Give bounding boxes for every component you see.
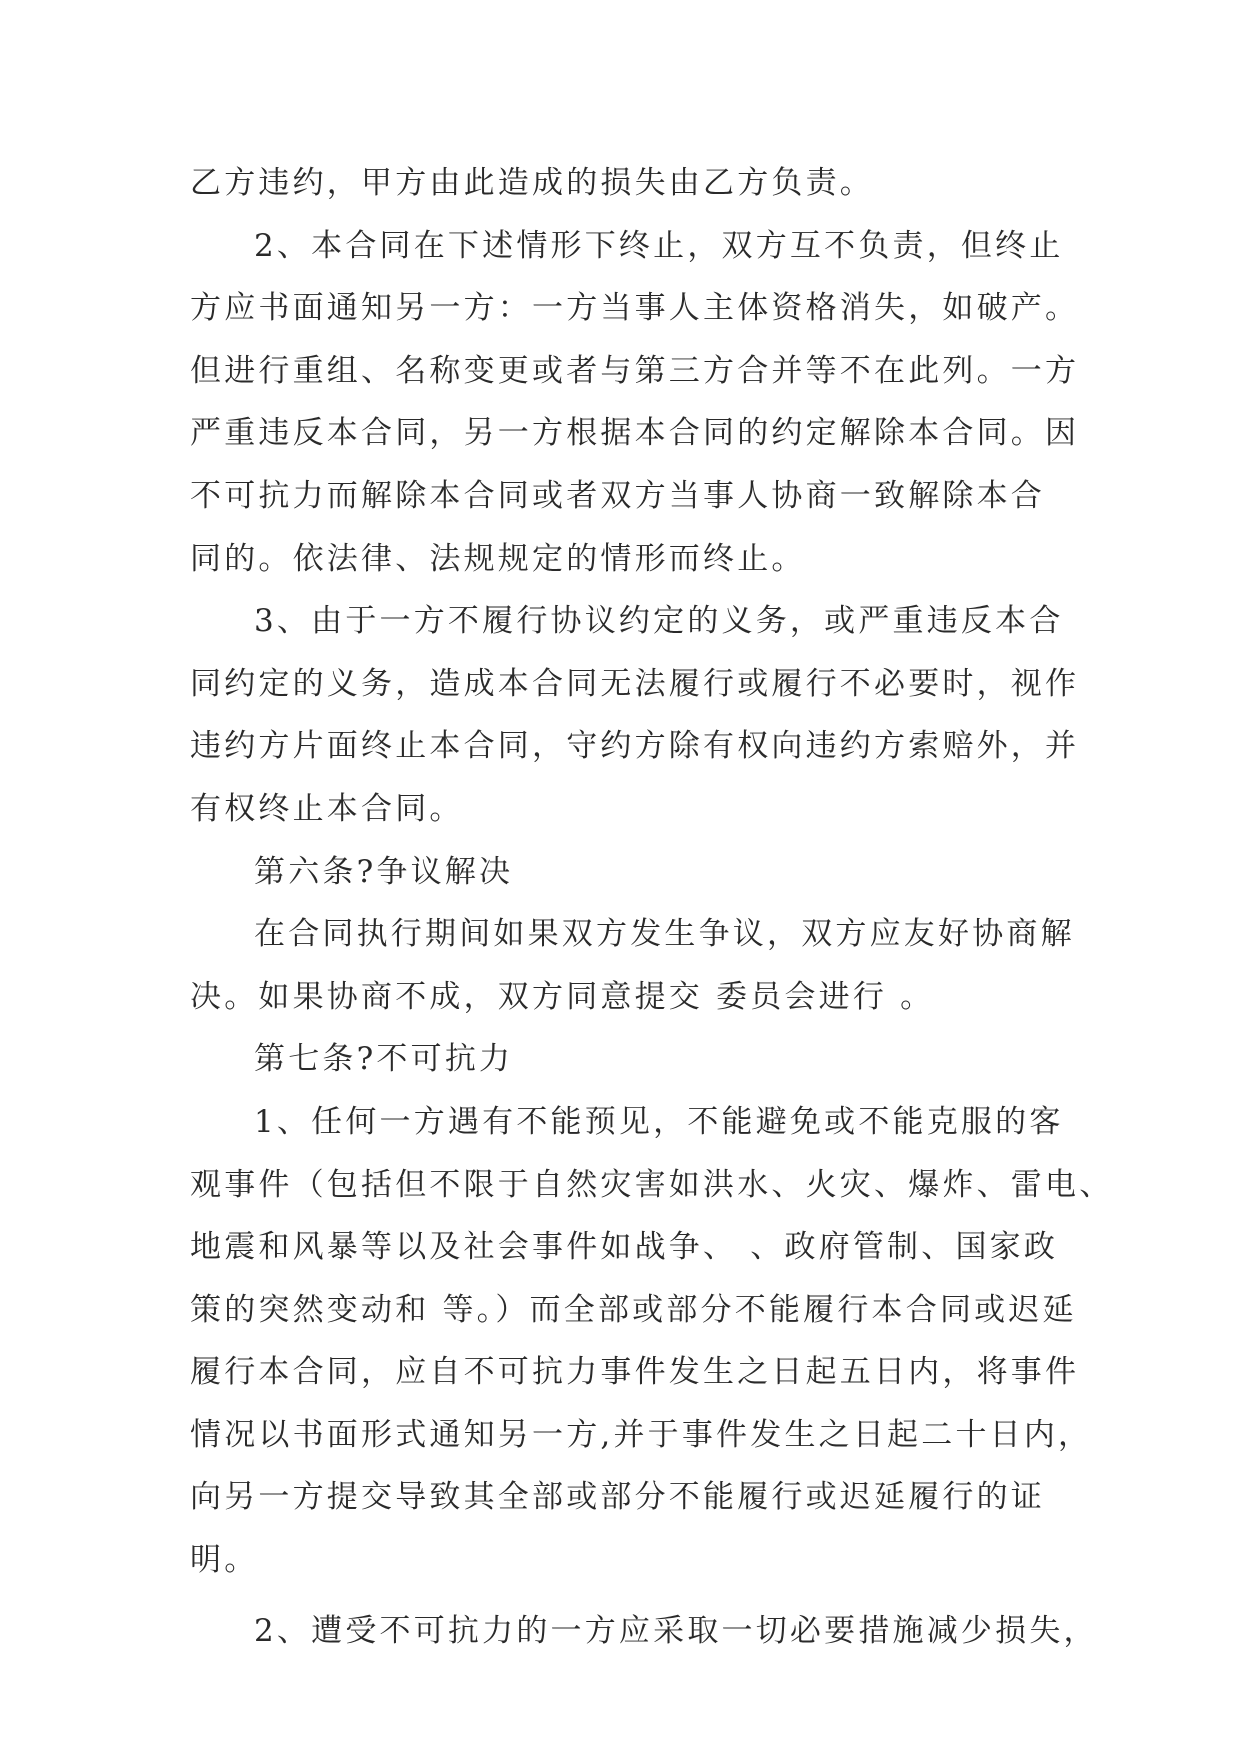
text-line: 同的。依法律、法规规定的情形而终止。 <box>190 540 806 577</box>
text-line: 策的突然变动和 等。）而全部或部分不能履行本合同或迟延 <box>190 1291 1077 1328</box>
text-line: 违约方片面终止本合同，守约方除有权向违约方索赔外，并 <box>190 728 1080 765</box>
text-line: 明。 <box>190 1542 259 1579</box>
text-line: 在合同执行期间如果双方发生争议，双方应友好协商解 <box>254 916 1075 953</box>
section-heading: 第六条?争议解决 <box>254 853 514 890</box>
text-line: 履行本合同，应自不可抗力事件发生之日起五日内，将事件 <box>190 1354 1080 1391</box>
text-line: 不可抗力而解除本合同或者双方当事人协商一致解除本合 <box>190 477 1045 514</box>
document-body <box>190 152 1114 1662</box>
text-line: 有权终止本合同。 <box>190 790 464 827</box>
text-line: 地震和风暴等以及社会事件如战争、 、政府管制、国家政 <box>190 1229 1059 1266</box>
text-line: 向另一方提交导致其全部或部分不能履行或迟延履行的证 <box>190 1479 1045 1516</box>
text-line: 乙方违约，甲方由此造成的损失由乙方负责。 <box>190 165 874 201</box>
text-line: 1、任何一方遇有不能预见，不能避免或不能克服的客 <box>254 1103 1064 1140</box>
text-line: 观事件（包括但不限于自然灾害如洪水、火灾、爆炸、雷电、 <box>190 1166 1114 1203</box>
text-line: 2、遭受不可抗力的一方应采取一切必要措施减少损失， <box>254 1612 1098 1649</box>
text-line: 同约定的义务，造成本合同无法履行或履行不必要时，视作 <box>190 665 1080 702</box>
section-heading: 第七条?不可抗力 <box>254 1041 514 1078</box>
text-line: 决。如果协商不成，双方同意提交 委员会进行 。 <box>190 978 935 1015</box>
text-line: 情况以书面形式通知另一方,并于事件发生之日起二十日内， <box>190 1416 1093 1453</box>
text-line: 2、本合同在下述情形下终止，双方互不负责，但终止 <box>254 227 1064 264</box>
text-line: 但进行重组、名称变更或者与第三方合并等不在此列。一方 <box>190 352 1080 389</box>
text-line: 3、由于一方不履行协议约定的义务，或严重违反本合 <box>254 603 1064 640</box>
text-line: 严重违反本合同，另一方根据本合同的约定解除本合同。因 <box>190 415 1080 452</box>
text-line: 方应书面通知另一方：一方当事人主体资格消失，如破产。 <box>190 290 1080 327</box>
